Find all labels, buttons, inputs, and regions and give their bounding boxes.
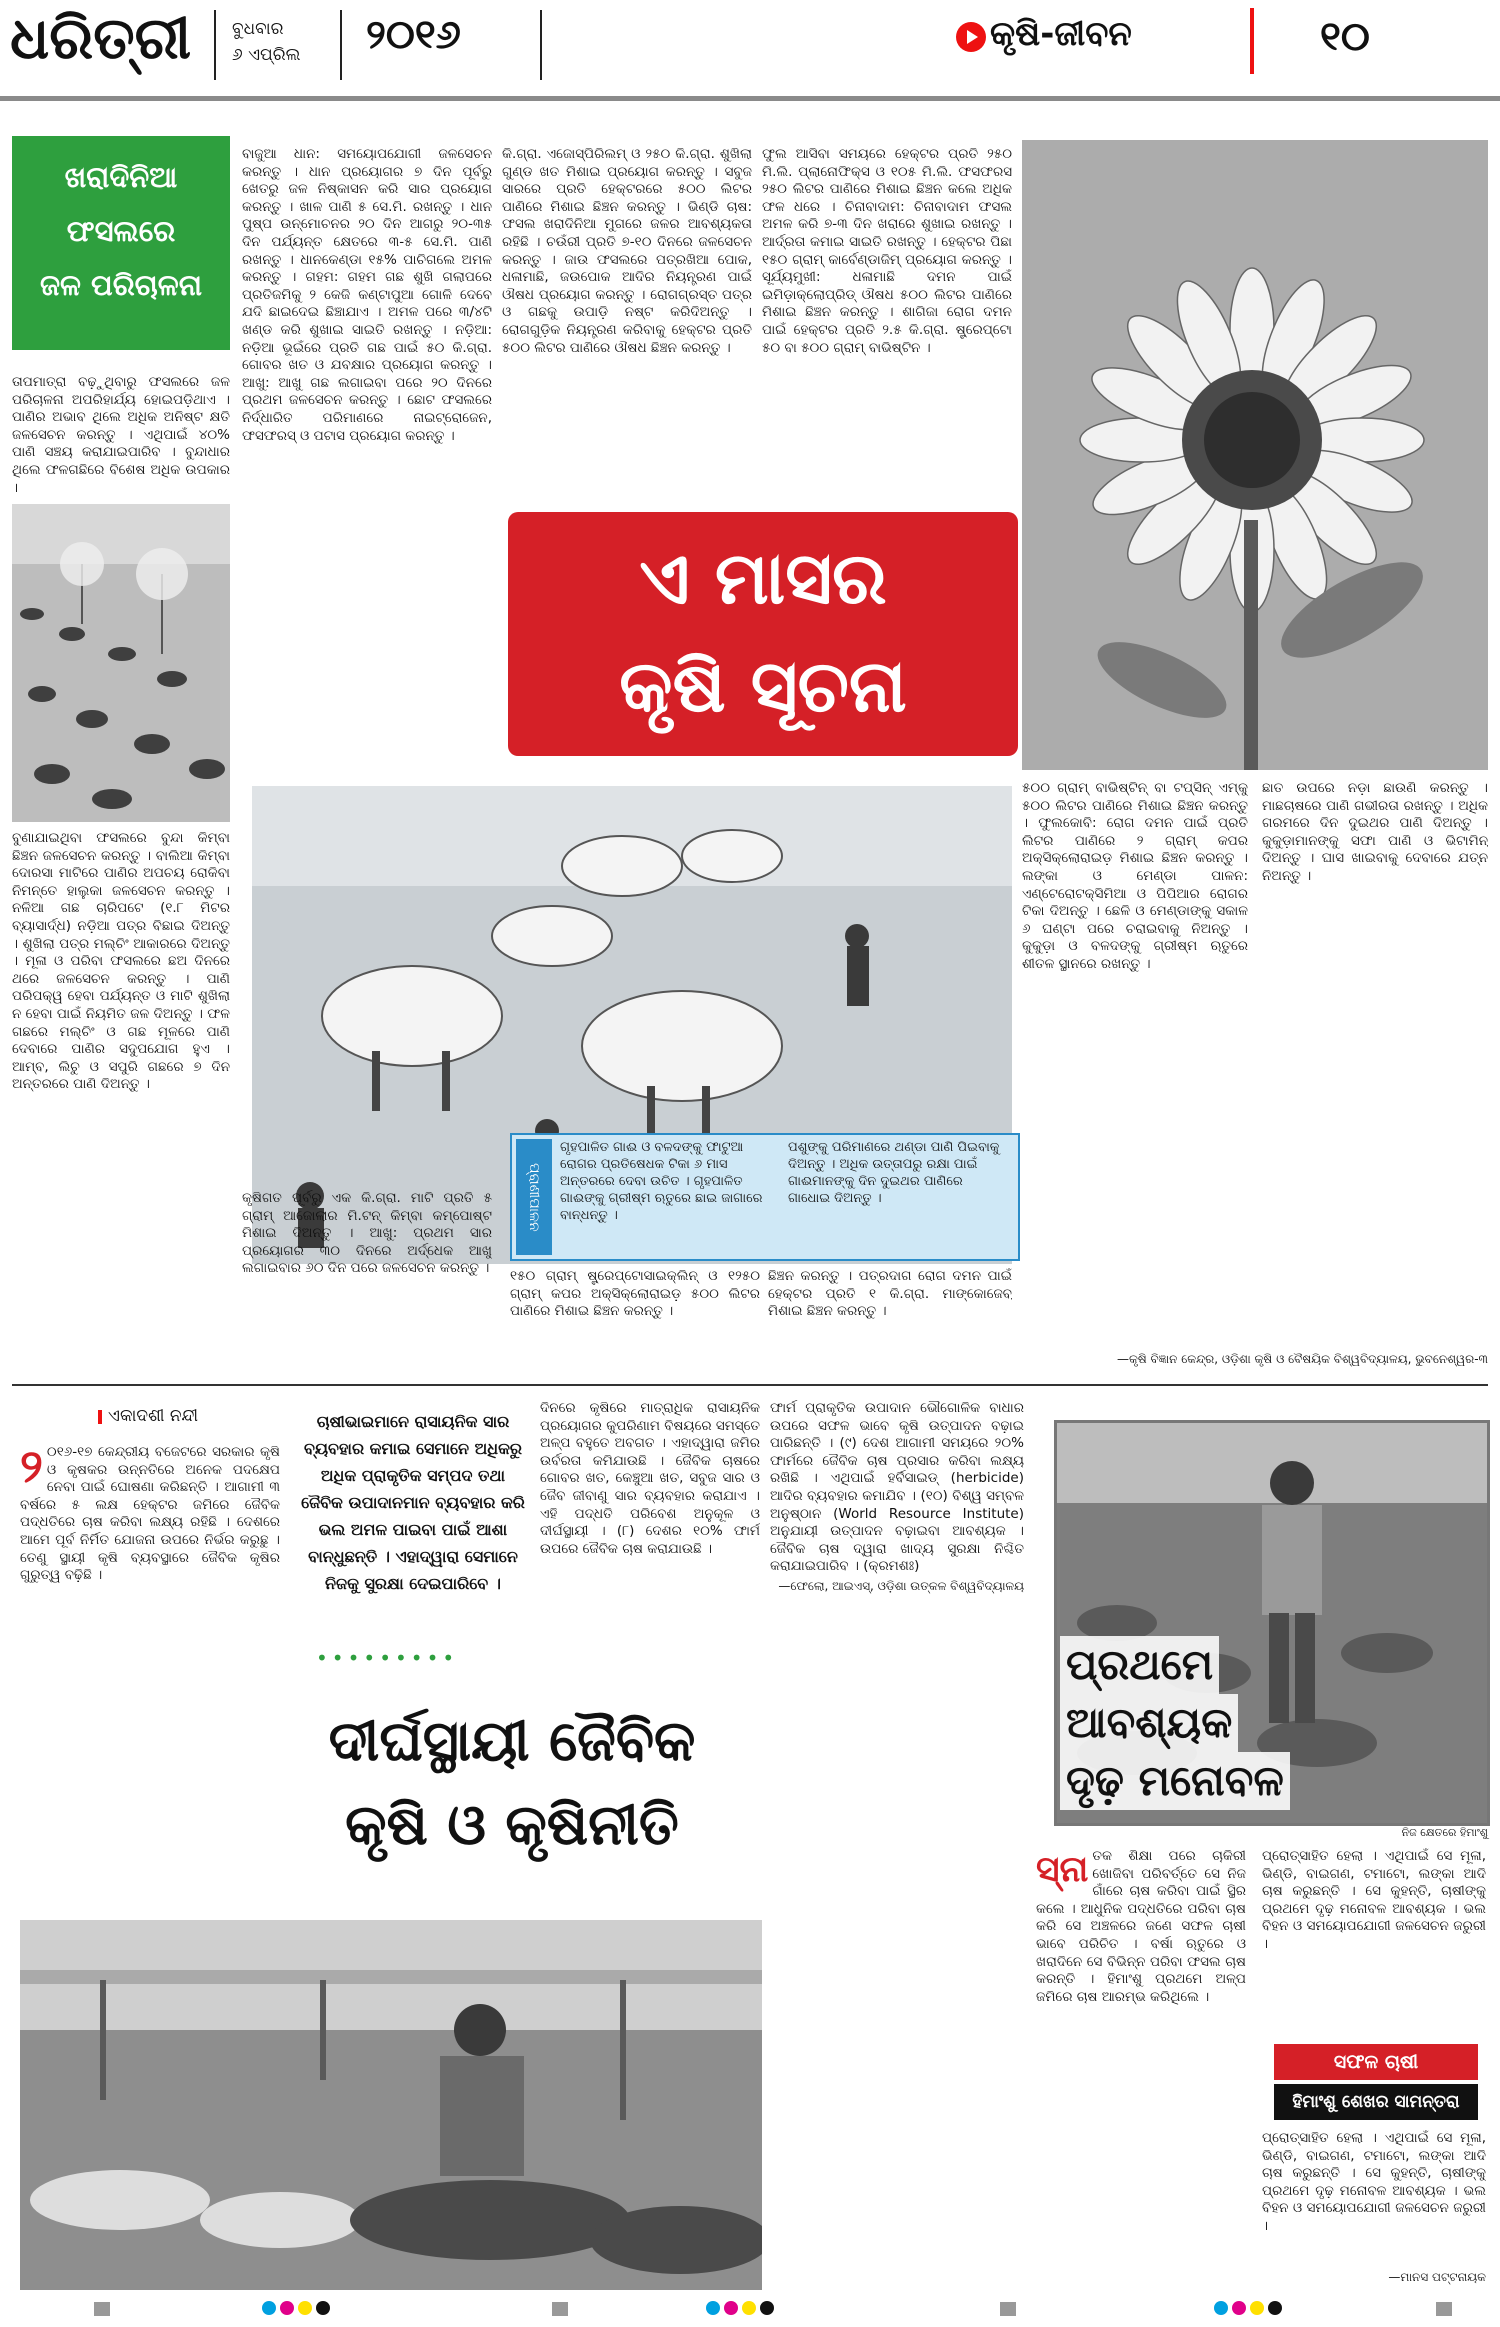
article-text: ବୁଣାଯାଇଥିବା ଫସଲରେ ବୁନ୍ଦା କିମ୍ବା ଛିଞ୍ଚନ ଜଳସେଚନ କରନ୍ତୁ । ବାଲିଆ କିମ୍ବା ଦୋରସା ମାଟିରେ ପାଣିର ଅପଚୟ ରୋକିବା ନିମନ୍ତେ ହାଲୁକା ଜଳସେଚନ କରନ୍ତୁ । ନଳିଆ ଗଛ ଚାରିପଟେ (୧.୮ ମିଟର ବ୍ୟାସାର୍ଦ୍ଧ) ନଡ଼ିଆ ପତ୍ର ବିଛାଇ ଦିଅନ୍ତୁ । ଶୁଖିଲା ପତ୍ର ମଲ୍ଚିଂ ଆକାରରେ ଦିଅନ୍ତୁ । ମୂଳା ଓ ପରିବା ଫସଲରେ ଛଅ ଦିନରେ ଥରେ ଜଳସେଚନ କରନ୍ତୁ । ପାଣି ପରିପକ୍ୱ ହେବା ପର୍ଯ୍ୟନ୍ତ ଓ ମାଟି ଶୁଖିଲା ନ ହେବା ପାଇଁ ନିୟମିତ ଜଳ ଦିଅନ୍ତୁ । ଫଳ ଗଛରେ ମଲ୍ଚିଂ ଓ ଗଛ ମୂଳରେ ପାଣି ଦେବାରେ ପାଣିର ସଦୁପଯୋଗ ହୁଏ । ଆମ୍ବ, ଲିଚୁ ଓ ସପୁରି ଗଛରେ ୭ ଦିନ ଅନ୍ତରରେ ପାଣି ଦିଅନ୍ତୁ । [12, 830, 230, 1093]
article-text: ଦିନରେ କୃଷିରେ ମାତ୍ରାଧିକ ରାସାୟନିକ ପ୍ରୟୋଗର କୁପରିଣାମ ବିଷୟରେ ସମସ୍ତେ ଅଳ୍ପ ବହୁତେ ଅବଗତ । ଏହାଦ୍ୱାରା ଜମିର ଉର୍ବରତା କମିଯାଉଛି । ଜୈବିକ ଚାଷରେ ଗୋବର ଖତ, କେଞ୍ଚୁଆ ଖତ, ସବୁଜ ସାର ଓ ଜୈବ ଜୀବାଣୁ ସାର ବ୍ୟବହାର କରାଯାଏ । ଏହି ପଦ୍ଧତି ପରିବେଶ ଅନୁକୂଳ ଓ ଦୀର୍ଘସ୍ଥାୟୀ । (୮) ଦେଶର ୧୦% ଫାର୍ମ ଉପରେ ଜୈବିକ ଚାଷ କରାଯାଉଛି । [540, 1400, 760, 1557]
article-text: ୫୦୦ ଗ୍ରାମ୍ ବାଭିଷ୍ଟିନ୍ ବା ଟପ୍‌ସିନ୍ ଏମ୍‌କୁ ୫୦୦ ଲିଟର ପାଣିରେ ମିଶାଇ ଛିଞ୍ଚନ କରନ୍ତୁ । ଫୁଲକୋବି: ରୋଗ ଦମନ ପାଇଁ ପ୍ରତି ଲିଟର ପାଣିରେ ୨ ଗ୍ରାମ୍ କପର ଅକ୍ସିକ୍ଲୋରାଇଡ଼ ମିଶାଇ ଛିଞ୍ଚନ କରନ୍ତୁ । ଲଙ୍କା ଓ ମେଣ୍ଡା ପାଳନ: ଏଣ୍ଟେରୋଟକ୍ସିମିଆ ଓ ପିପିଆର ରୋଗର ଟିକା ଦିଅନ୍ତୁ । ଛେଳି ଓ ମେଣ୍ଡାଙ୍କୁ ସକାଳ ୬ ଘଣ୍ଟା ପରେ ଚରାଇବାକୁ ନିଅନ୍ତୁ । କୁକୁଡ଼ା ଓ ବଳଦଙ୍କୁ ଗ୍ରୀଷ୍ମ ଋତୁରେ ଶୀତଳ ସ୍ଥାନରେ ରଖନ୍ତୁ । [1022, 780, 1248, 972]
header-rule [0, 96, 1500, 101]
headline-line: କୃଷି ଓ କୃଷିନୀତି [345, 1793, 679, 1858]
registration-bar [1000, 2302, 1016, 2316]
byline: ଏକାଦଶୀ ନନ୍ଦୀ [108, 1406, 199, 1426]
header-divider [214, 10, 216, 80]
header-divider [540, 10, 542, 80]
market-vendor-image [20, 1920, 762, 2290]
headline-text: ପ୍ରଥମେ [1060, 1636, 1219, 1694]
article-text: ଫୁଲ ଆସିବା ସମୟରେ ହେକ୍ଟର ପ୍ରତି ୨୫୦ ମି.ଲି. ପ୍ଲାନୋଫିକ୍ସ ଓ ୧୦୫ ମି.ଲି. ଫସଫରସ ୨୫୦ ଲିଟର ପାଣିରେ ମିଶାଇ ଛିଞ୍ଚନ କଲେ ଅଧିକ ଫଳ ଧରେ । ଚିନାବାଦାମ: ଚିନାବାଦାମ ଫସଲ ଅମଳ କରି ୭-୩ ଦିନ ଖରାରେ ଶୁଖାଇ ରଖନ୍ତୁ । ଆର୍ଦ୍ରତା କମାଇ ସାଇତି ରଖନ୍ତୁ । ହେକ୍ଟର ପିଛା ୧୫୦ ଗ୍ରାମ୍ କାର୍ବେଣ୍ଡାଜିମ୍ ପ୍ରୟୋଗ କରନ୍ତୁ । ସୂର୍ଯ୍ୟମୁଖୀ: ଧଳାମାଛି ଦମନ ପାଇଁ ଇମିଡ଼ାକ୍ଲୋପ୍ରିଡ୍ ଔଷଧ ୫୦୦ ଲିଟର ପାଣିରେ ମିଶାଇ ଛିଞ୍ଚନ କରନ୍ତୁ । ଶାଗିଜା ରୋଗ ଦମନ ପାଇଁ ହେକ୍ଟର ପ୍ରତି ୨.୫ କି.ଗ୍ରା. ଷ୍ଟ୍ରେପ୍ଟୋ ୫୦ ବା ୫୦୦ ଗ୍ରାମ୍ ବାଭିଷ୍ଟିନ । [762, 146, 1012, 356]
article-text [1036, 1848, 1246, 2006]
headline-line: ଜଳ ପରିଚାଳନା [39, 268, 203, 302]
article-text [20, 1444, 280, 1585]
article-column [540, 1400, 760, 1700]
sunflower-image [1022, 140, 1488, 770]
headline-line [1060, 1636, 1290, 1694]
headline-text: ଆବଶ୍ୟକ [1060, 1694, 1238, 1752]
vegetable-market-photo [20, 1920, 762, 2290]
registration-bar [1436, 2302, 1452, 2316]
headline-line: ଫସଲରେ [66, 214, 176, 248]
section-title: କୃଷି-ଜୀବନ [990, 14, 1132, 54]
color-registration-mark [706, 2300, 816, 2318]
organic-farming-headline [262, 1700, 762, 1868]
sprinkler-field-image [12, 504, 230, 822]
headline-line: ଦୀର୍ଘସ୍ଥାୟୀ ଜୈବିକ [328, 1709, 696, 1774]
article-column [770, 1400, 1024, 2300]
headline-text: ଦୃଢ଼ ମନୋବଳ [1060, 1752, 1290, 1810]
water-management-headline [12, 136, 230, 350]
headline-line: ଖରାଦିନିଆ [64, 160, 178, 194]
article-text: ପ୍ରୋତ୍ସାହିତ ହେଲା । ଏଥିପାଇଁ ସେ ମୂଳା, ଭିଣ୍ଡି, ବାଇଗଣ, ଟମାଟୋ, ଲଙ୍କା ଆଦି ଚାଷ କରୁଛନ୍ତି । ସେ କୁହନ୍ତି, ଚାଷୀଙ୍କୁ ପ୍ରଥମେ ଦୃଢ଼ ମନୋବଳ ଆବଶ୍ୟକ । ଭଲ ବିହନ ଓ ସମୟୋପଯୋଗୀ ଜଳସେଚନ ଜରୁରୀ । [1262, 2130, 1486, 2234]
success-farmer-label: ସଫଳ ଚାଷୀ [1274, 2044, 1478, 2080]
article-column [12, 374, 230, 498]
article-column [510, 1268, 760, 1372]
registration-bar [552, 2302, 568, 2316]
drop-cap: ସ୍ନା [1036, 1849, 1089, 1890]
article-column [768, 1268, 1012, 1372]
color-registration-mark [262, 2300, 372, 2318]
headline-line [1060, 1694, 1290, 1752]
headline-line: ଏ ମାସର [639, 536, 887, 620]
issue-day: ବୁଧବାର [232, 19, 284, 39]
article-text: ୦୧୬-୧୭ କେନ୍ଦ୍ରୀୟ ବଜେଟରେ ସରକାର କୃଷି ଓ କୃଷକର ଉନ୍ନତିରେ ଅନେକ ପଦକ୍ଷେପ ନେବା ପାଇଁ ଘୋଷଣା କରିଛନ୍ତି । ଆଗାମୀ ୩ ବର୍ଷରେ ୫ ଲକ୍ଷ ହେକ୍ଟର ଜମିରେ ଜୈବିକ ପଦ୍ଧତିରେ ଚାଷ କରିବା ଲକ୍ଷ୍ୟ ରହିଛି । ଦେଶରେ ଆମେ ପୂର୍ବ ନିର୍ମିତ ଯୋଜନା ଉପରେ ନିର୍ଭର କରୁଛୁ । ତେଣୁ ସ୍ଥାୟୀ କୃଷି ବ୍ୟବସ୍ଥାରେ ଜୈବିକ କୃଷିର ଗୁରୁତ୍ୱ ବଢ଼ିଛି । [20, 1444, 280, 1584]
play-icon [956, 22, 986, 52]
monthly-advisory-headline [508, 512, 1018, 756]
color-registration-mark [1214, 2300, 1324, 2318]
article-column [242, 1190, 492, 1372]
article-column [1262, 780, 1488, 1326]
animal-husbandry-box [510, 1133, 1020, 1261]
box-text: ଗୃହପାଳିତ ଗାଈ ଓ ବଳଦଙ୍କୁ ଫାଟୁଆ ରୋଗର ପ୍ରତିଷେଧକ ଟିକା ୬ ମାସ ଅନ୍ତରରେ ଦେବା ଉଚିତ । ଗୃହପାଳିତ ଗାଈଙ୍କୁ ଗ୍ରୀଷ୍ମ ଋତୁରେ ଛାଇ ଜାଗାରେ ବାନ୍ଧନ୍ତୁ । [560, 1140, 763, 1223]
author-credit: —ମାନସ ପଟ୍ଟନାୟକ [1388, 2270, 1486, 2284]
article-text: ପ୍ରୋତ୍ସାହିତ ହେଲା । ଏଥିପାଇଁ ସେ ମୂଳା, ଭିଣ୍ଡି, ବାଇଗଣ, ଟମାଟୋ, ଲଙ୍କା ଆଦି ଚାଷ କରୁଛନ୍ତି । ସେ କୁହନ୍ତି, ଚାଷୀଙ୍କୁ ପ୍ରଥମେ ଦୃଢ଼ ମନୋବଳ ଆବଶ୍ୟକ । ଭଲ ବିହନ ଓ ସମୟୋପଯୋଗୀ ଜଳସେଚନ ଜରୁରୀ । [1262, 1848, 1486, 1952]
photo-caption: ନିଜ କ୍ଷେତରେ ହିମାଂଶୁ [1401, 1826, 1488, 1839]
article-column [20, 1444, 280, 1714]
box-text: ପଶୁଙ୍କୁ ପରିମାଣରେ ଥଣ୍ଡା ପାଣି ପିଇବାକୁ ଦିଅନ୍ତୁ । ଅଧିକ ଉତ୍ତାପରୁ ରକ୍ଷା ପାଇଁ ଗାଈମାନଙ୍କୁ ଦିନ ଦୁଇଥର ପାଣିରେ ଗାଧୋଇ ଦିଅନ୍ତୁ । [788, 1140, 1000, 1206]
article-column [502, 146, 752, 496]
headline-line [1060, 1752, 1290, 1810]
article-column [1022, 780, 1248, 1348]
article-text: କୃଷିଗତ ପୂର୍ବରୁ ଏକ କି.ଗ୍ରା. ମାଟି ପ୍ରତି ୫ ଗ୍ରାମ୍ ଆଜୋଲାର ମି.ଟନ୍ କିମ୍ବା କମ୍ପୋଷ୍ଟ ମିଶାଇ ଦିଅନ୍ତୁ । ଆଖୁ: ପ୍ରଥମ ସାର ପ୍ରୟୋଗର ୩୦ ଦିନରେ ଅର୍ଦ୍ଧେକ ଆଖୁ ଲଗାଇବାର ୬୦ ଦିନ ପରେ ଜଳସେଚନ କରନ୍ତୁ । [242, 1190, 492, 1277]
sunflower-photo [1022, 140, 1488, 770]
decorative-dots: ••••••••• [316, 1646, 459, 1670]
section-rule [12, 1384, 1488, 1386]
article-text: ତକ ଶିକ୍ଷା ପରେ ଚାକିରୀ ଖୋଜିବା ପରିବର୍ତ୍ତେ ସେ ନିଜ ଗାଁରେ ଚାଷ କରିବା ପାଇଁ ସ୍ଥିର କଲେ । ଆଧୁନିକ ପଦ୍ଧତିରେ ପରିବା ଚାଷ କରି ସେ ଅଞ୍ଚଳରେ ଜଣେ ସଫଳ ଚାଷୀ ଭାବେ ପରିଚିତ । ବର୍ଷା ଋତୁରେ ଓ ଖରାଦିନେ ସେ ବିଭିନ୍ନ ପରିବା ଫସଲ ଚାଷ କରନ୍ତି । ହିମାଂଶୁ ପ୍ରଥମେ ଅଳ୍ପ ଜମିରେ ଚାଷ ଆରମ୍ଭ କରିଥିଲେ । [1036, 1848, 1246, 2005]
author-credit: —କୃଷି ବିଜ୍ଞାନ କେନ୍ଦ୍ର, ଓଡ଼ିଶା କୃଷି ଓ ବୈଷୟିକ ବିଶ୍ୱବିଦ୍ୟାଳୟ, ଭୁବନେଶ୍ୱର-୩ [1117, 1352, 1488, 1366]
author-credit: —ଫେଲୋ, ଆଇଏସ୍, ଓଡ଼ିଶା ଉତ୍କଳ ବିଶ୍ୱବିଦ୍ୟାଳୟ [778, 1578, 1024, 1593]
page-number: ୧୦ [1320, 14, 1370, 60]
box-tag: ପ୍ରାଣୀପାଳନ [516, 1139, 552, 1255]
header-divider [340, 10, 342, 80]
pull-quote: ଚାଷୀଭାଇମାନେ ରାସାୟନିକ ସାର ବ୍ୟବହାର କମାଇ ସେମାନେ ଅଧିକରୁ ଅଧିକ ପ୍ରାକୃତିକ ସମ୍ପଦ ତଥା ଜୈବିକ ଉପାଦାନମାନ ବ୍ୟବହାର କରି ଭଲ ଅମଳ ପାଇବା ପାଇଁ ଆଶା ବାନ୍ଧୁଛନ୍ତି । ଏହାଦ୍ୱାରା ସେମାନେ ନିଜକୁ ସୁରକ୍ଷା ଦେଇପାରିବେ । [301, 1412, 525, 1593]
article-column [242, 146, 492, 776]
article-column [1262, 1848, 1486, 2038]
registration-bar [94, 2302, 110, 2316]
article-text: ୧୫୦ ଗ୍ରାମ୍ ଷ୍ଟ୍ରେପ୍ଟୋସାଇକ୍ଲିନ୍ ଓ ୧୨୫୦ ଗ୍ରାମ୍ କପର ଅକ୍ସିକ୍ଲୋରାଇଡ଼ ୫୦୦ ଲିଟର ପାଣିରେ ମିଶାଇ ଛିଞ୍ଚନ କରନ୍ତୁ । [510, 1268, 760, 1320]
article-column [12, 830, 230, 1370]
masthead-title: ଧରିତ୍ରୀ [10, 4, 192, 72]
article-text: ଫାର୍ମ ପ୍ରାକୃତିକ ଉପାଦାନ ଭୌଗୋଳିକ ବାଧାର ଉପରେ ସଫଳ ଭାବେ କୃଷି ଉତ୍ପାଦନ ବଢ଼ାଇ ପାରିଛନ୍ତି । (୯) ଦେଶ ଆଗାମୀ ସମୟରେ ୨୦% ଫାର୍ମରେ ଜୈବିକ ଚାଷ ପ୍ରସାର କରିବା ଲକ୍ଷ୍ୟ ରଖିଛି । ଏଥିପାଇଁ ହର୍ବିସାଇଡ୍ (herbicide) ଆଦିର ବ୍ୟବହାର କମାଯିବ । (୧୦) ବିଶ୍ୱ ସମ୍ବଳ ଅନୁଷ୍ଠାନ (World Resource Institute) ଅନୁଯାୟୀ ଉତ୍ପାଦନ ବଢ଼ାଇବା ଆବଶ୍ୟକ । ଜୈବିକ ଚାଷ ଦ୍ୱାରା ଖାଦ୍ୟ ସୁରକ୍ଷା ନିଶ୍ଚିତ କରାଯାଇପାରିବ । (କ୍ରମଶଃ) [770, 1400, 1024, 1575]
headline-line: କୃଷି ସୂଚନା [619, 644, 907, 728]
farmer-story-headline [1060, 1636, 1290, 1810]
article-text: ଛିଞ୍ଚନ କରନ୍ତୁ । ପତ୍ରଦାଗ ରୋଗ ଦମନ ପାଇଁ ହେକ୍ଟର ପ୍ରତି ୧ କି.ଗ୍ରା. ମାଙ୍କୋଜେବ୍ ମିଶାଇ ଛିଞ୍ଚନ କରନ୍ତୁ । [768, 1268, 1012, 1320]
drop-cap: ୨ [20, 1444, 43, 1493]
issue-year: ୨୦୧୬ [366, 12, 461, 58]
article-column [762, 146, 1012, 496]
farmer-name-label: ହିମାଂଶୁ ଶେଖର ସାମନ୍ତରା [1274, 2084, 1478, 2120]
article-column [1036, 1848, 1246, 2282]
article-text: ବାଜୁଆ ଧାନ: ସମୟୋପଯୋଗୀ ଜଳସେଚନ କରନ୍ତୁ । ଧାନ ପ୍ରୟୋଗର ୭ ଦିନ ପୂର୍ବରୁ ଖେତରୁ ଜଳ ନିଷ୍କାସନ କରି ସାର ପ୍ରୟୋଗ କରନ୍ତୁ । ଖାଳ ପାଣି ୫ ସେ.ମି. ରଖନ୍ତୁ । ଧାନ ପୁଷ୍ପ ଉନ୍ମୋଚନର ୨୦ ଦିନ ଆଗରୁ ୨୦-୩୫ ଦିନ ପର୍ଯ୍ୟନ୍ତ କ୍ଷେତରେ ୩-୫ ସେ.ମି. ପାଣି ରଖନ୍ତୁ । ଧାନକେଣ୍ଡା ୧୫% ପାଚିଗଲେ ଅମଳ କରନ୍ତୁ । ଗହମ: ଗହମ ଗଛ ଶୁଖି ଗଲାପରେ ପ୍ରତିଜମିକୁ ୨ କେଜି କଣ୍ଟାପୁଆ ଗୋଳି ଦେବେ ଯଦି ଛାଇଦେଇ ଛିଞ୍ଚାଯାଏ । ଅମଳ ପରେ ୩/୪ଟି ଖଣ୍ଡ କରି ଶୁଖାଇ ସାଇତି ରଖନ୍ତୁ । ନଡ଼ିଆ: ନଡ଼ିଆ ଭୂଇଁରେ ପ୍ରତି ଗଛ ପାଇଁ ୫୦ କି.ଗ୍ରା. ଗୋବର ଖତ ଓ ଯବକ୍ଷାର ପ୍ରୟୋଗ କରନ୍ତୁ । ଆଖୁ: ଆଖୁ ଗଛ ଲଗାଇବା ପରେ ୨୦ ଦିନରେ ପ୍ରଥମ ଜଳସେଚନ କରନ୍ତୁ । ଛୋଟ ଫସଲରେ ନିର୍ଦ୍ଧାରିତ ପରିମାଣରେ ନାଇଟ୍ରୋଜେନ, ଫସଫରସ୍ ଓ ପଟାସ ପ୍ରୟୋଗ କରନ୍ତୁ । [242, 146, 492, 444]
article-column [1262, 2130, 1486, 2270]
section-divider [1250, 8, 1254, 74]
issue-date [232, 16, 300, 68]
issue-date-text: ୬ ଏପ୍ରିଲ [232, 45, 301, 65]
article-text: ତାପମାତ୍ରା ବଢ଼ୁଥିବାରୁ ଫସଲରେ ଜଳ ପରିଚାଳନା ଅପରିହାର୍ଯ୍ୟ ହୋଇପଡ଼ିଥାଏ । ପାଣିର ଅଭାବ ଥିଲେ ଅଧିକ ଅନିଷ୍ଟ କ୍ଷତି ଜଳସେଚନ କରନ୍ତୁ । ଏଥିପାଇଁ ୪୦% ପାଣି ସଞ୍ଚୟ କରାଯାଇପାରିବ । ବୁନ୍ଦାଧାର ଥିଲେ ଫଳଗଛିରେ ବିଶେଷ ଅଧିକ ଉପକାର । [12, 374, 230, 496]
article-text: ଛାତ ଉପରେ ନଡ଼ା ଛାଉଣି କରନ୍ତୁ । ମାଛଚାଷରେ ପାଣି ଗଭୀରତା ରଖନ୍ତୁ । ଅଧିକ ଗରମରେ ଦିନ ଦୁଇଥର ପାଣି ଦିଅନ୍ତୁ । କୁକୁଡ଼ାମାନଙ୍କୁ ସଫା ପାଣି ଓ ଭିଟାମିନ୍ ଦିଅନ୍ତୁ । ଘାସ ଖାଇବାକୁ ଦେବାରେ ଯତ୍ନ ନିଅନ୍ତୁ । [1262, 780, 1488, 884]
sprinkler-photo [12, 504, 230, 822]
article-text: କି.ଗ୍ରା. ଏଜୋସ୍ପିରିଲମ୍ ଓ ୨୫୦ କି.ଗ୍ରା. ଶୁଖିଲା ଗୁଣ୍ଡ ଖତ ମିଶାଇ ପ୍ରୟୋଗ କରନ୍ତୁ । ସବୁଜ ସାରରେ ପ୍ରତି ହେକ୍ଟରରେ ୫୦୦ ଲିଟର ପାଣିରେ ମିଶାଇ ଛିଞ୍ଚନ କରନ୍ତୁ । ଭିଣ୍ଡି ଚାଷ: ଫସଲ ଖରାଦିନିଆ ମୁଗରେ ଜଳର ଆବଶ୍ୟକତା ରହିଛି । ଚଉଁରୀ ପ୍ରତି ୭-୧୦ ଦିନରେ ଜଳସେଚନ କରନ୍ତୁ । ଜାଉ ଫସଲରେ ପତ୍ରଖିଆ ପୋକ, ଧଳାମାଛି, ଜଉପୋକ ଆଦିର ନିୟନ୍ତ୍ରଣ ପାଇଁ ଔଷଧ ପ୍ରୟୋଗ କରନ୍ତୁ । ରୋଗଗ୍ରସ୍ତ ପତ୍ର ଓ ଗଛକୁ ଉପାଡ଼ି ନଷ୍ଟ କରିଦିଅନ୍ତୁ । ରୋଗଗୁଡ଼ିକ ନିୟନ୍ତ୍ରଣ କରିବାକୁ ହେକ୍ଟର ପ୍ରତି ୫୦୦ ଲିଟର ପାଣିରେ ଔଷଧ ଛିଞ୍ଚନ କରନ୍ତୁ । [502, 146, 752, 356]
